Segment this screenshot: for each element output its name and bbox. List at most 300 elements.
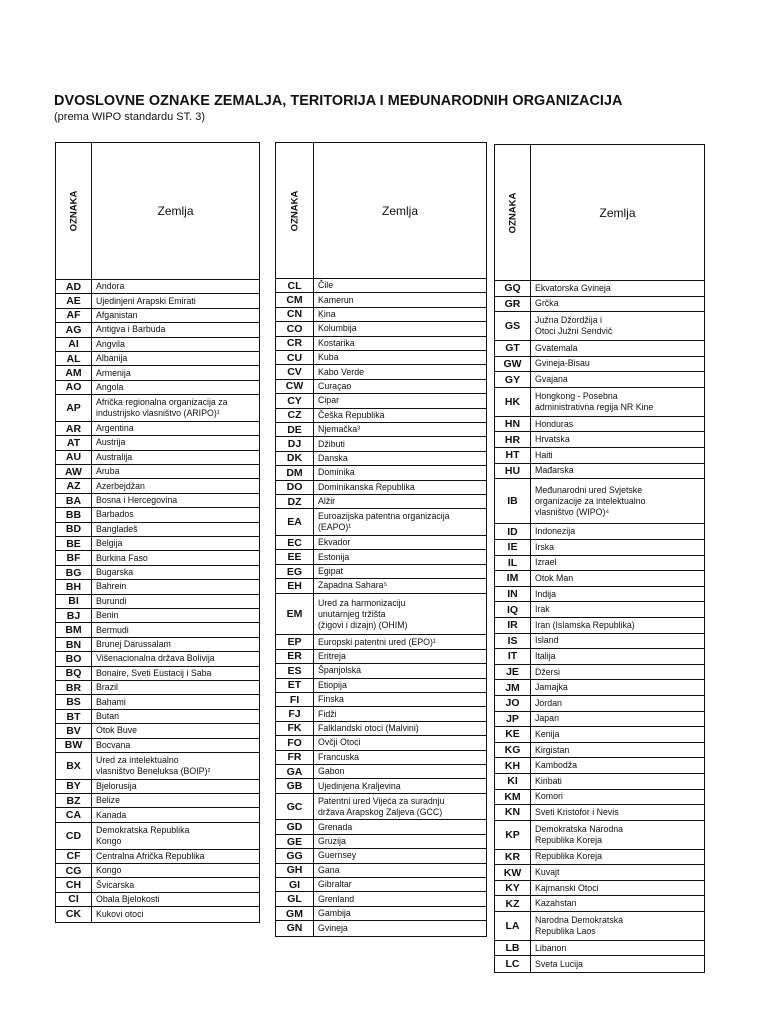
country-name <box>314 650 486 663</box>
header-oznaka <box>276 143 314 278</box>
country-name-text: Džersi <box>535 666 560 677</box>
table-row <box>495 602 704 618</box>
country-name <box>531 649 704 664</box>
country-name-text: Falklandski otoci (Malvini) <box>318 722 419 733</box>
table-row <box>276 679 486 693</box>
country-name <box>92 864 259 877</box>
country-name-text: Albanija <box>96 353 128 364</box>
table-row <box>276 736 486 750</box>
table-row <box>56 667 259 681</box>
table-row <box>56 323 259 337</box>
table-row <box>56 681 259 695</box>
country-code: BN <box>56 638 92 651</box>
country-name <box>314 351 486 364</box>
country-name-text: Finska <box>318 694 344 705</box>
table-row <box>276 820 486 834</box>
table-row <box>56 294 259 308</box>
country-name <box>531 602 704 617</box>
country-code: GW <box>495 357 531 372</box>
country-name <box>314 437 486 450</box>
country-code: JE <box>495 665 531 680</box>
country-code: DJ <box>276 437 314 450</box>
country-code: ID <box>495 524 531 539</box>
table-row <box>276 293 486 307</box>
country-code: CD <box>56 823 92 849</box>
table-row <box>56 753 259 780</box>
country-code: IE <box>495 540 531 555</box>
country-name-text: Međunarodni ured Svjetske organizacije za intelektualno vlasništvo (WIPO)⁴ <box>535 484 646 517</box>
country-code: HR <box>495 432 531 447</box>
country-name <box>92 823 259 849</box>
country-code: CZ <box>276 409 314 422</box>
country-name <box>531 743 704 758</box>
country-code: BZ <box>56 794 92 807</box>
country-code: JM <box>495 680 531 695</box>
country-name <box>531 556 704 571</box>
country-name-text: Španjolska <box>318 665 362 676</box>
country-name-text: Antigva i Barbuda <box>96 324 166 335</box>
table-row <box>495 372 704 388</box>
country-name-text: Izrael <box>535 557 557 568</box>
country-code: IM <box>495 571 531 586</box>
country-code: BA <box>56 494 92 507</box>
country-code: KP <box>495 821 531 849</box>
table-row <box>276 835 486 849</box>
country-code: EE <box>276 550 314 563</box>
table-row <box>56 436 259 450</box>
country-name-text: Haiti <box>535 449 553 460</box>
country-code: KW <box>495 865 531 880</box>
country-name-text: Demokratska Republika Kongo <box>96 824 190 846</box>
country-code: EM <box>276 594 314 635</box>
country-name-text: Mađarska <box>535 465 574 476</box>
country-name-text: Gabon <box>318 766 345 777</box>
table-row <box>56 808 259 822</box>
country-name-text: Barbados <box>96 509 134 520</box>
country-name <box>531 680 704 695</box>
country-name-text: Ured za intelektualno vlasništvo Beneluksa (BOIP)² <box>96 754 211 776</box>
country-name-text: Belgija <box>96 538 123 549</box>
country-name <box>92 338 259 351</box>
country-name-text: Bocvana <box>96 739 131 750</box>
country-name-text: Italija <box>535 650 556 661</box>
country-code: BG <box>56 566 92 579</box>
table-row <box>276 765 486 779</box>
country-code: AW <box>56 465 92 478</box>
header-zemlja: Zemlja <box>381 203 418 218</box>
country-name-text: Grčka <box>535 298 559 309</box>
country-code: GM <box>276 907 314 920</box>
table-row <box>495 743 704 759</box>
country-name <box>314 765 486 778</box>
country-code: GI <box>276 878 314 891</box>
table-row <box>56 907 259 921</box>
country-name <box>531 850 704 865</box>
country-name <box>92 479 259 492</box>
country-code: KI <box>495 774 531 789</box>
country-name <box>314 849 486 862</box>
country-name <box>92 366 259 379</box>
country-name <box>92 753 259 779</box>
country-name <box>92 537 259 550</box>
country-name <box>92 808 259 821</box>
table-row <box>56 893 259 907</box>
country-name <box>92 667 259 680</box>
table-row <box>495 680 704 696</box>
country-code: CK <box>56 907 92 921</box>
country-name-text: Azerbejdžan <box>96 480 145 491</box>
country-code: AR <box>56 422 92 435</box>
country-name-text: Alžir <box>318 496 336 507</box>
table-row <box>276 380 486 394</box>
country-name-text: Fidži <box>318 708 337 719</box>
country-name-text: Burkina Faso <box>96 552 148 563</box>
country-name-text: Cipar <box>318 395 340 406</box>
country-code: CI <box>56 893 92 906</box>
country-name-text: Obala Bjelokosti <box>96 893 160 904</box>
country-name-text: Afganistan <box>96 309 138 320</box>
header-oznaka <box>56 143 92 279</box>
country-name <box>92 595 259 608</box>
country-code: GN <box>276 921 314 935</box>
country-name-text: Libanon <box>535 942 567 953</box>
country-code: HK <box>495 388 531 416</box>
table-row <box>495 571 704 587</box>
country-name <box>531 479 704 523</box>
country-code: KG <box>495 743 531 758</box>
table-row <box>276 351 486 365</box>
country-name <box>314 779 486 792</box>
table-row <box>276 650 486 664</box>
country-name <box>531 956 704 972</box>
table-row <box>276 279 486 293</box>
table-row <box>495 941 704 957</box>
table-row <box>276 495 486 509</box>
country-code: BE <box>56 537 92 550</box>
country-name-text: Euroazijska patentna organizacija (EAPO)¹ <box>318 511 450 533</box>
country-name <box>92 739 259 752</box>
table-row <box>56 580 259 594</box>
country-name <box>531 524 704 539</box>
country-code: AT <box>56 436 92 449</box>
country-code: BX <box>56 753 92 779</box>
country-name-text: Bugarska <box>96 567 134 578</box>
country-code: GH <box>276 864 314 877</box>
country-table-3 <box>494 144 705 973</box>
country-code: CA <box>56 808 92 821</box>
country-name <box>92 878 259 891</box>
country-name <box>314 565 486 578</box>
country-code: IS <box>495 634 531 649</box>
country-name <box>314 536 486 549</box>
country-code: BI <box>56 595 92 608</box>
table-row <box>56 864 259 878</box>
table-row <box>56 595 259 609</box>
country-name <box>314 679 486 692</box>
table-row <box>495 696 704 712</box>
country-name-text: Austrija <box>96 437 126 448</box>
country-name-text: Belize <box>96 795 120 806</box>
country-name <box>92 551 259 564</box>
table-row <box>56 338 259 352</box>
country-name-text: Višenacionalna država Bolivija <box>96 653 215 664</box>
country-name-text: Europski patentni ured (EPO)¹ <box>318 636 436 647</box>
table-row <box>56 309 259 323</box>
table-row <box>276 423 486 437</box>
country-code: EH <box>276 579 314 592</box>
country-name-text: Češka Republika <box>318 409 385 420</box>
country-name <box>314 864 486 877</box>
table-row <box>495 850 704 866</box>
country-name-text: Kukovi otoci <box>96 908 144 919</box>
country-code: LA <box>495 912 531 940</box>
table-row <box>56 395 259 422</box>
table-row <box>495 417 704 433</box>
country-name-text: Benin <box>96 610 119 621</box>
country-name-text: Ekvatorska Gvineja <box>535 282 611 293</box>
country-code: DZ <box>276 495 314 508</box>
table-row <box>276 452 486 466</box>
country-name <box>92 710 259 723</box>
table-row <box>276 594 486 636</box>
country-code: DK <box>276 452 314 465</box>
table-row <box>276 849 486 863</box>
country-code: CN <box>276 308 314 321</box>
table-row <box>495 774 704 790</box>
table-row <box>276 437 486 451</box>
country-name-text: Curaçao <box>318 380 352 391</box>
country-code: GE <box>276 835 314 848</box>
country-name <box>92 451 259 464</box>
country-name <box>531 712 704 727</box>
country-name-text: Armenija <box>96 367 131 378</box>
country-code: IN <box>495 587 531 602</box>
table-row <box>276 365 486 379</box>
country-code: CO <box>276 322 314 335</box>
table-row <box>56 652 259 666</box>
table-row <box>276 550 486 564</box>
country-name <box>314 820 486 833</box>
country-code: EP <box>276 635 314 648</box>
table-row <box>56 352 259 366</box>
country-name-text: Butan <box>96 711 119 722</box>
header-oznaka-label: OZNAKA <box>507 192 518 233</box>
country-name <box>314 409 486 422</box>
country-name <box>314 365 486 378</box>
country-name <box>92 794 259 807</box>
table-row <box>495 881 704 897</box>
country-name <box>92 465 259 478</box>
country-name-text: Patentni ured Vijeća za suradnju država Arapskog Zaljeva (GCC) <box>318 795 445 817</box>
table-row <box>56 566 259 580</box>
country-name <box>314 722 486 735</box>
country-name <box>314 736 486 749</box>
country-name <box>531 388 704 416</box>
table-row <box>495 956 704 972</box>
country-code: BW <box>56 739 92 752</box>
table-row <box>56 523 259 537</box>
country-code: GS <box>495 312 531 340</box>
country-code: BJ <box>56 609 92 622</box>
country-name-text: Irska <box>535 541 555 552</box>
country-table-2 <box>275 142 487 937</box>
country-name <box>92 422 259 435</box>
table-row <box>276 921 486 935</box>
country-code: CY <box>276 394 314 407</box>
table-row <box>56 794 259 808</box>
table-row <box>56 850 259 864</box>
table-row <box>56 551 259 565</box>
country-name-text: Kirgistan <box>535 744 570 755</box>
country-name <box>92 381 259 394</box>
table-row <box>495 524 704 540</box>
country-name-text: Gana <box>318 864 340 875</box>
country-code: FJ <box>276 707 314 720</box>
table-row <box>56 739 259 753</box>
country-name-text: Aruba <box>96 466 120 477</box>
country-name-text: Otok Buve <box>96 725 138 736</box>
country-name-text: Gambija <box>318 908 351 919</box>
country-name-text: Kanada <box>96 809 127 820</box>
country-name-text: Kongo <box>96 865 122 876</box>
table-row <box>495 912 704 941</box>
country-name <box>92 395 259 421</box>
country-name-text: Dominika <box>318 467 355 478</box>
table-row <box>56 465 259 479</box>
table-row <box>495 540 704 556</box>
page-title: DVOSLOVNE OZNAKE ZEMALJA, TERITORIJA I MEĐUNARODNIH ORGANIZACIJA <box>54 93 623 109</box>
country-name-text: Andora <box>96 281 125 292</box>
table-row <box>495 649 704 665</box>
country-code: AF <box>56 309 92 322</box>
table-row <box>56 451 259 465</box>
table-row <box>276 337 486 351</box>
country-code: KE <box>495 727 531 742</box>
country-code: JP <box>495 712 531 727</box>
table-row <box>495 896 704 912</box>
table-row <box>495 665 704 681</box>
country-code: BY <box>56 780 92 793</box>
country-name-text: Danska <box>318 452 348 463</box>
table-row <box>56 695 259 709</box>
country-code: LB <box>495 941 531 956</box>
country-name-text: Bangladeš <box>96 523 138 534</box>
country-name-text: Južna Džordžija i Otoci Južni Sendvič <box>535 315 613 337</box>
country-name <box>314 635 486 648</box>
country-name <box>314 579 486 592</box>
country-code: HT <box>495 448 531 463</box>
country-code: BT <box>56 710 92 723</box>
country-code: AO <box>56 381 92 394</box>
country-name <box>531 896 704 911</box>
country-name <box>92 436 259 449</box>
country-code: BR <box>56 681 92 694</box>
country-name-text: Komori <box>535 791 563 802</box>
country-code: CH <box>56 878 92 891</box>
country-name-text: Bosna i Hercegovina <box>96 495 178 506</box>
table-row <box>276 878 486 892</box>
country-name <box>92 323 259 336</box>
table-row <box>56 422 259 436</box>
country-code: AD <box>56 280 92 293</box>
country-name-text: Narodna Demokratska Republika Laos <box>535 914 624 936</box>
country-name-text: Švicarska <box>96 879 135 890</box>
country-name <box>92 638 259 651</box>
header-zemlja: Zemlja <box>157 204 194 218</box>
country-name-text: Brunej Darussalam <box>96 639 171 650</box>
country-name-text: Egipat <box>318 566 343 577</box>
country-name <box>314 466 486 479</box>
country-code: DM <box>276 466 314 479</box>
table-row <box>56 780 259 794</box>
country-name-text: Kostarika <box>318 337 355 348</box>
country-name <box>531 912 704 940</box>
country-code: LC <box>495 956 531 972</box>
table-row <box>495 312 704 341</box>
table-row <box>56 494 259 508</box>
table-row <box>276 536 486 550</box>
table-row <box>56 381 259 395</box>
country-name <box>92 695 259 708</box>
country-code: DO <box>276 481 314 494</box>
country-name-text: Kamerun <box>318 294 354 305</box>
page-subtitle: (prema WIPO standardu ST. 3) <box>54 111 205 123</box>
country-name <box>92 309 259 322</box>
country-name-text: Kenija <box>535 728 560 739</box>
country-code: CL <box>276 279 314 292</box>
country-name-text: Angola <box>96 381 124 392</box>
table-row <box>276 907 486 921</box>
country-name-text: Afrička regionalna organizacija za industrijsko vlasništvo (ARIPO)¹ <box>96 397 228 418</box>
country-name-text: Bermudi <box>96 624 129 635</box>
country-code: AE <box>56 294 92 307</box>
country-name-text: Etiopija <box>318 679 347 690</box>
country-code: IQ <box>495 602 531 617</box>
country-name-text: Čile <box>318 280 334 291</box>
country-name-text: Demokratska Narodna Republika Koreja <box>535 823 624 845</box>
header-oznaka-label: OZNAKA <box>289 190 300 231</box>
table-row <box>495 790 704 806</box>
country-name-text: Kajmanski Otoci <box>535 882 599 893</box>
country-code: BV <box>56 724 92 737</box>
country-code: HN <box>495 417 531 432</box>
country-name <box>314 892 486 905</box>
table-row <box>495 341 704 357</box>
country-name-text: Bjelorusija <box>96 780 137 791</box>
country-name <box>531 312 704 340</box>
country-name-text: Brazil <box>96 682 118 693</box>
table-row <box>276 322 486 336</box>
country-name <box>92 580 259 593</box>
country-name-text: Kazahstan <box>535 898 577 909</box>
country-name <box>531 790 704 805</box>
table-row <box>495 432 704 448</box>
country-name <box>531 634 704 649</box>
country-name <box>314 509 486 535</box>
country-name-text: Hrvatska <box>535 434 570 445</box>
country-name-text: Indonezija <box>535 526 576 537</box>
country-table-1 <box>55 142 260 923</box>
country-code: IL <box>495 556 531 571</box>
country-name-text: Ekvador <box>318 537 351 548</box>
country-name <box>314 835 486 848</box>
country-code: GT <box>495 341 531 356</box>
country-name <box>314 550 486 563</box>
country-code: GQ <box>495 281 531 296</box>
table-row <box>276 664 486 678</box>
country-name-text: Ovčji Otoci <box>318 737 361 748</box>
country-name <box>531 865 704 880</box>
